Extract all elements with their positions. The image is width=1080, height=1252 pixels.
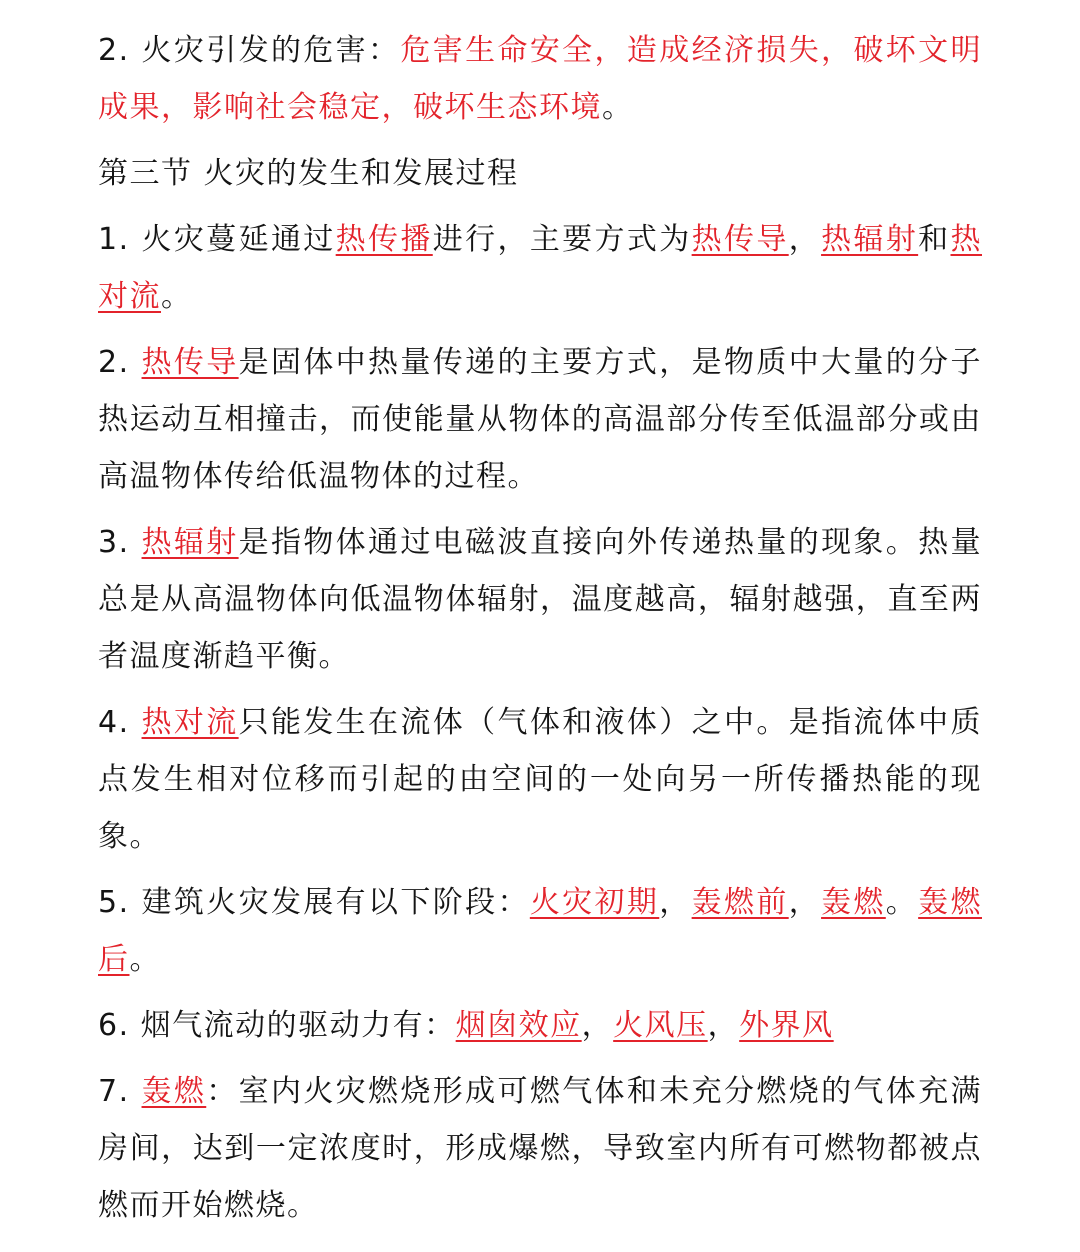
keyword-post-flashover: 轰燃后 <box>98 885 982 977</box>
paragraph-text: ， <box>581 1008 614 1043</box>
paragraph-text: ：室内火灾燃烧形成可燃气体和未充分燃烧的气体充满房间，达到一定浓度时，形成爆燃，导致室内所有可燃物都被点燃而开始燃烧。 <box>98 1074 983 1223</box>
paragraph-lead: 5. 建筑火灾发展有以下阶段： <box>98 885 530 920</box>
keyword-heat-radiation: 热辐射 <box>141 525 239 560</box>
paragraph-text: 是指物体通过电磁波直接向外传递热量的现象。热量总是从高温物体向低温物体辐射，温度越高，辐射越强，直至两者温度渐趋平衡。 <box>98 525 983 674</box>
paragraph-end: 。 <box>129 942 161 977</box>
paragraph-text: 只能发生在流体（气体和液体）之中。是指流体中质点发生相对位移而引起的由空间的一处向另一所传播热能的现象。 <box>98 705 983 854</box>
paragraph-lead: 3. <box>98 525 142 560</box>
paragraph-fire-stages <box>98 874 982 988</box>
paragraph-text: ， <box>707 1008 740 1043</box>
document-page <box>98 22 982 1234</box>
paragraph-text: 。 <box>885 885 919 920</box>
keyword-heat-convection: 热对流 <box>141 705 239 740</box>
paragraph-lead: 1. 火灾蔓延通过 <box>98 222 336 257</box>
paragraph-text: 和 <box>918 222 951 257</box>
paragraph-fire-hazards <box>98 22 982 136</box>
paragraph-text: 进行，主要方式为 <box>432 222 692 257</box>
keyword-flashover: 轰燃 <box>141 1074 207 1109</box>
paragraph-lead: 4. <box>98 705 142 740</box>
keyword-stack-effect: 烟囱效应 <box>455 1008 582 1043</box>
paragraph-end: 。 <box>602 90 634 125</box>
keyword-heat-convection: 热对流 <box>98 222 982 314</box>
paragraph-lead: 7. <box>98 1074 142 1109</box>
paragraph-text: ， <box>788 222 822 257</box>
paragraph-heat-spread <box>98 211 982 325</box>
keyword-heat-radiation: 热辐射 <box>821 222 919 257</box>
keyword-flashover: 轰燃 <box>821 885 886 920</box>
paragraph-flashover <box>98 1063 982 1234</box>
paragraph-text: ， <box>659 885 692 920</box>
paragraph-convection <box>98 694 982 865</box>
paragraph-radiation <box>98 514 982 685</box>
paragraph-lead: 2. <box>98 345 142 380</box>
paragraph-lead: 6. 烟气流动的驱动力有： <box>98 1008 456 1043</box>
keyword-heat-conduction: 热传导 <box>691 222 789 257</box>
keyword-external-wind: 外界风 <box>739 1008 834 1043</box>
keyword-initial-stage: 火灾初期 <box>529 885 660 920</box>
section-heading: 第三节 火灾的发生和发展过程 <box>98 156 519 191</box>
keyword-heat-conduction: 热传导 <box>141 345 239 380</box>
highlight-hazards-list: 危害生命安全，造成经济损失，破坏文明成果，影响社会稳定，破坏生态环境 <box>98 33 982 125</box>
keyword-heat-propagation: 热传播 <box>335 222 433 257</box>
keyword-fire-pressure: 火风压 <box>613 1008 708 1043</box>
keyword-pre-flashover: 轰燃前 <box>691 885 789 920</box>
paragraph-conduction <box>98 334 982 505</box>
paragraph-text: ， <box>788 885 822 920</box>
paragraph-text: 是固体中热量传递的主要方式，是物质中大量的分子热运动互相撞击，而使能量从物体的高温部分传至低温部分或由高温物体传给低温物体的过程。 <box>98 345 983 494</box>
paragraph-end: 。 <box>161 279 193 314</box>
paragraph-smoke-drivers <box>98 997 982 1054</box>
paragraph-lead: 2. 火灾引发的危害： <box>98 33 401 68</box>
